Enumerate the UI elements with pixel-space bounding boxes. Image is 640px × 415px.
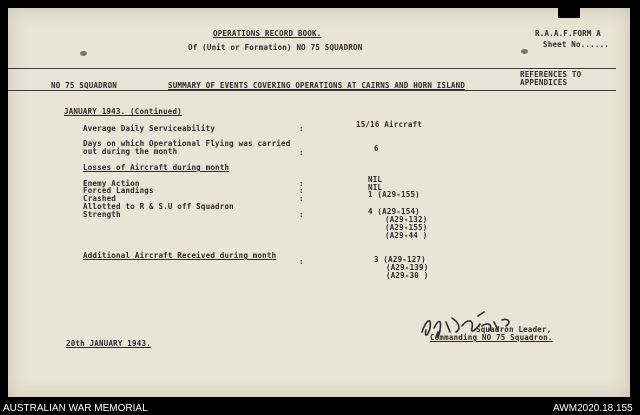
serviceability-value: 15/16 Aircraft	[356, 120, 423, 129]
days-label: out during the month	[83, 147, 178, 156]
allotted-label: Allotted to R & S.U off Squadron	[83, 202, 234, 211]
allotted-label: Strength	[83, 210, 121, 219]
additional-value: (A29-139)	[386, 263, 429, 272]
allotted-value: (A29-132)	[385, 215, 428, 224]
crashed-value: 1 (A29-155)	[368, 190, 420, 199]
days-value: 6	[374, 144, 379, 153]
month-heading: JANUARY 1943. (Continued)	[64, 107, 182, 116]
credit-right: AWM2020.18.155	[553, 403, 633, 414]
additional-heading: Additional Aircraft Received during month	[83, 251, 277, 260]
binder-hole	[521, 49, 528, 54]
divider	[8, 90, 616, 91]
colon: :	[299, 179, 304, 188]
sheet-number: Sheet No......	[543, 40, 610, 49]
colon: :	[299, 148, 304, 157]
colon: :	[299, 194, 304, 203]
forced-landings-value: NIL	[368, 183, 383, 192]
document-page	[8, 8, 630, 397]
forced-landings-label: Forced Landings	[83, 186, 154, 195]
document-date: 20th JANUARY 1943.	[66, 339, 151, 348]
page-tab	[558, 8, 580, 18]
band-right: REFERENCES TO	[520, 70, 582, 79]
losses-heading: Losses of Aircraft during month	[83, 163, 230, 172]
allotted-value: (A29-44 )	[385, 231, 428, 240]
colon: :	[299, 186, 304, 195]
colon: :	[299, 124, 304, 133]
divider	[8, 68, 616, 69]
enemy-action-value: NIL	[368, 175, 383, 184]
additional-value: 3 (A29-127)	[374, 255, 426, 264]
days-label: Days on which Operational Flying was carried	[83, 139, 291, 148]
document-title: OPERATIONS RECORD BOOK.	[213, 29, 322, 38]
colon: :	[299, 210, 304, 219]
form-label: R.A.A.F.FORM A	[535, 29, 602, 38]
band-left: NO 75 SQUADRON	[51, 81, 118, 90]
allotted-value: 4 (A29-154)	[368, 207, 420, 216]
signatory-command: Commanding NO 75 Squadron.	[430, 333, 553, 342]
binder-hole	[80, 51, 87, 56]
signatory-rank: Squadron Leader,	[476, 325, 552, 334]
band-right: APPENDICES	[520, 78, 568, 87]
enemy-action-label: Enemy Action	[83, 179, 140, 188]
colon: :	[299, 257, 304, 266]
crashed-label: Crashed	[83, 194, 117, 203]
credit-left: AUSTRALIAN WAR MEMORIAL	[3, 403, 148, 414]
unit-line: Of (Unit or Formation) NO 75 SQUADRON	[188, 43, 363, 52]
additional-value: (A29-30 )	[386, 271, 429, 280]
allotted-value: (A29-155)	[385, 223, 428, 232]
band-center: SUMMARY OF EVENTS COVERING OPERATIONS AT CAIRNS AND HORN ISLAND	[168, 81, 466, 90]
serviceability-label: Average Daily Serviceability	[83, 124, 216, 133]
